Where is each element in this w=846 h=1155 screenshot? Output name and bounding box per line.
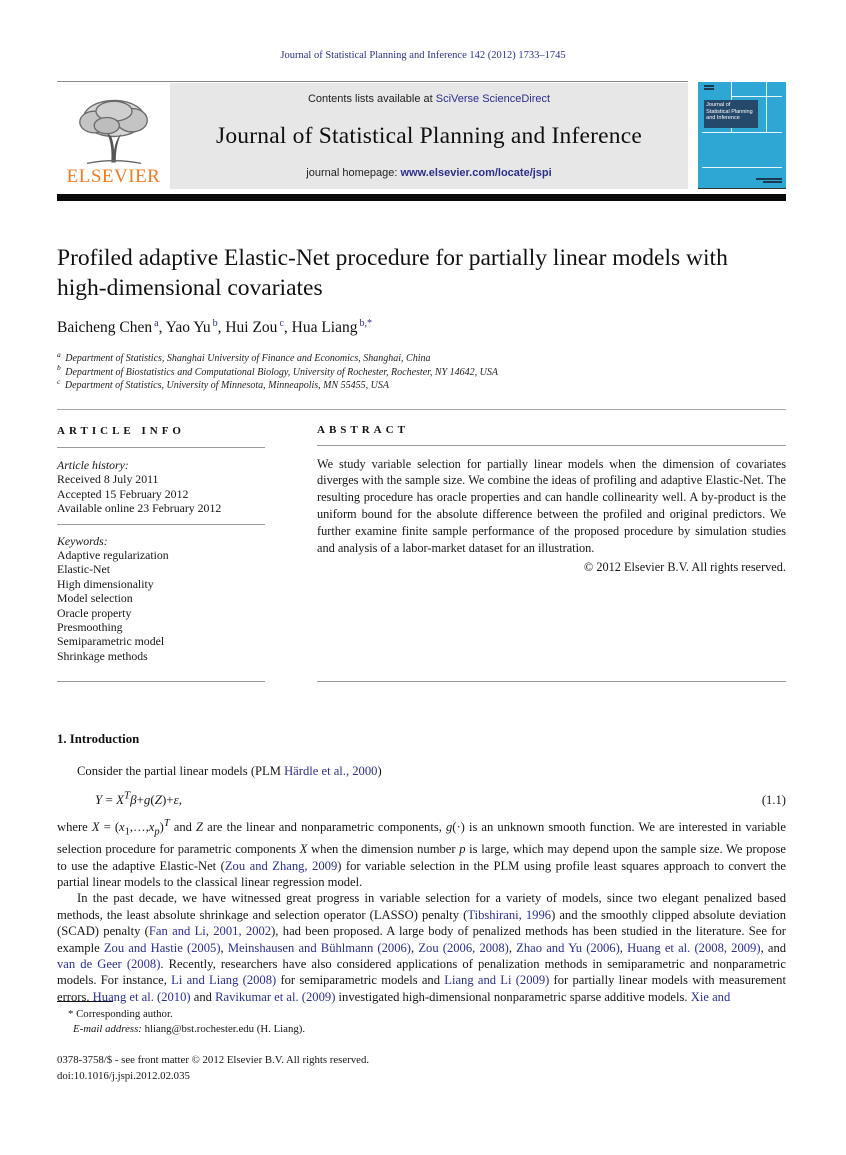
text-segment: when the dimension number [307,842,460,857]
affiliation-sup: b [57,363,61,373]
author-affiliation-sup[interactable]: a [154,317,159,329]
footnote-divider [57,1001,113,1002]
text-segment: (·) is an unknown smooth function. We are interested in variable selection procedure for parametric components [57,820,786,857]
equation-1-1 [95,789,183,808]
cover-sciencedirect-mark [756,178,782,183]
affiliation [57,376,786,393]
affiliation-text: Department of Statistics, Shanghai University of Finance and Economics, Shanghai, China [62,353,431,364]
journal-banner [170,83,688,189]
cover-title-line: and Inference [706,115,740,122]
keyword-items [57,548,265,663]
citation-link[interactable]: Zou and Hastie (2005) [103,940,221,955]
article-info-column [57,424,265,683]
keyword-item: Model selection [57,591,133,606]
text-segment: x [148,820,155,835]
article-history-item: Accepted 15 February 2012 [57,486,189,501]
author-name: Hui Zou [225,319,278,336]
citation-link[interactable]: Härdle et al., 2000 [284,764,378,779]
article-title: Profiled adaptive Elastic-Net procedure for partially linear models with high-dimensional covariates [57,245,728,301]
cover-grid-line [731,96,782,97]
citation-link[interactable]: Ravikumar et al. (2009) [215,989,336,1004]
cover-grid-line [702,167,783,168]
keyword-item: Shrinkage methods [57,648,148,663]
text-segment: , [508,940,517,955]
text-segment: g [143,792,151,808]
affiliation-list [57,349,786,393]
text-segment: β [130,792,137,808]
text-segment: for partially linear models with measurement errors. [57,973,786,1004]
article-history-item: Available online 23 February 2012 [57,501,222,516]
section-heading: 1. Introduction [57,732,140,747]
text-segment: ) and the smoothly clipped absolute deviation (SCAD) penalty ( [57,907,787,939]
text-segment: ,…, [129,820,149,835]
text-segment: . Recently, researchers have also considered applications of penalization methods in semiparametric and nonparametric models. For instance, [57,956,786,988]
author-affiliation-sup[interactable]: c [279,317,284,329]
keyword-item: Semiparametric model [57,634,165,649]
text-segment: Z [196,820,204,835]
article-history-block [57,448,265,525]
keyword-item: Presmoothing [57,619,123,634]
citation-link[interactable]: Fan and Li, 2001, 2002 [148,924,272,939]
text-segment: are the linear and nonparametric components, [203,820,446,835]
text-segment: + [136,792,144,808]
text-segment: In the past decade, we have witnessed great progress in variable selection for a variety of models, since two elegant penalized based methods, the least absolute shrinkage and selection operator (LASSO) penalty ( [57,891,786,922]
abstract-copyright: © 2012 Elsevier B.V. All rights reserved. [583,559,786,574]
text-segment: where [57,820,92,835]
affiliation-text: Department of Statistics, University of Minnesota, Minneapolis, MN 55455, USA [62,380,389,391]
citation-link[interactable]: Li and Liang (2008) [171,973,277,988]
email-label: E-mail address: [73,1023,142,1035]
author-name: Hua Liang [291,319,358,336]
citation-link[interactable]: Meinshausen and Bühlmann (2006) [227,940,412,955]
text-segment: p [459,842,466,857]
page-footer [57,1001,786,1084]
text-segment: for semiparametric models and [276,973,445,988]
text-segment: is large, which may depend upon the sample size. We propose to use the adaptive Elastic-Net ( [57,842,786,873]
text-segment: g [445,820,453,835]
citation-link[interactable]: Huang et al. (2008, 2009) [627,940,761,955]
header-divider [57,194,786,201]
text-segment: = ( [99,820,120,835]
abstract-heading: ABSTRACT [317,424,786,446]
author-name: Yao Yu [165,319,211,336]
homepage-line [174,167,684,179]
article-history-item: Received 8 July 2011 [57,472,159,487]
text-segment: X [91,820,100,835]
cover-issn-mark [704,85,714,91]
cover-grid-line [702,132,783,133]
affiliation [57,349,786,366]
sciverse-sciencedirect-link[interactable]: SciVerse ScienceDirect [435,93,551,105]
citation-link[interactable]: Zhao and Yu (2006) [516,940,620,955]
info-abstract-section [57,410,786,683]
corresponding-author-note: * Corresponding author. [68,1008,173,1020]
text-segment: , [178,792,183,808]
text-segment: ε [173,792,179,808]
text-segment: , and [760,940,787,955]
citation-link[interactable]: Tibshirani, 1996 [467,907,552,922]
text-segment: ), had been proposed. A large body of penalized methods has been studied in the literature. See for example [57,924,786,955]
keywords-block [57,525,265,664]
text-segment: and [169,820,197,835]
author-list: Baicheng Chen $^a$, Yao Yu $^b$, Hui Zou $^c$, Hua Liang $^{b,*}$ [57,317,372,336]
keywords-label: Keywords: [57,533,108,548]
text-segment: , [220,940,228,955]
abstract-text: We study variable selection for partially linear models when the dimension of covariates diverges with the sample size. We combine the ideas of profiling and adaptive Elastic-Net. The resulting procedure has oracle properties and can handle collinearity well. A by-product is the uniform bound for the absolute difference between the profiled and original predictors. We further examine finite sample performance of the proposed procedure by simulation studies and analysis of a labor-market dataset for an illustration. [317,456,786,556]
masthead [57,81,786,188]
article-history-items [57,472,265,515]
text-segment: , [619,940,628,955]
keyword-item: Elastic-Net [57,562,111,577]
article-info-heading: ARTICLE INFO [57,424,265,448]
text-segment: )+ [161,792,174,808]
introduction-section [57,732,786,1005]
cover-title-line: Statistical Planning [706,108,753,115]
cover-grid-line [766,96,767,132]
journal-cover-thumbnail[interactable] [698,82,786,188]
author-name: Baicheng Chen [57,319,153,336]
text-segment: Z [154,792,162,808]
text-segment: T [163,818,170,829]
affiliation [57,363,786,380]
cover-grid-line [766,82,767,96]
text-segment: , [411,940,419,955]
text-segment: ( [150,792,155,808]
citation-link[interactable]: Liang and Li (2009) [444,973,550,988]
email-suffix: (H. Liang). [254,1023,306,1035]
elsevier-tree-icon [68,95,160,167]
text-segment: ) [159,820,164,835]
equation-number: (1.1) [761,793,786,808]
email-address-link[interactable]: hliang@bst.rochester.edu [144,1023,255,1035]
equation-row [57,789,786,808]
cover-title [704,100,758,128]
text-segment: Y [95,792,103,808]
email-line [57,1022,786,1037]
affiliation-sup: c [57,376,61,386]
text-segment: X [299,842,308,857]
elsevier-logo [57,82,170,189]
text-segment: ) [377,764,382,779]
citation-link[interactable]: Huang et al. (2010) [92,989,191,1004]
citation-link[interactable]: Zou and Zhang, 2009 [224,858,338,873]
issn-copyright-line: 0378-3758/$ - see front matter © 2012 Elsevier B.V. All rights reserved. [57,1054,370,1066]
homepage-prefix: journal homepage: [306,167,401,179]
doi-line: doi:10.1016/j.jspi.2012.02.035 [57,1070,190,1082]
journal-homepage-link[interactable]: www.elsevier.com/locate/jspi [400,167,552,179]
keyword-item: High dimensionality [57,576,154,591]
elsevier-wordmark: ELSEVIER [66,166,161,187]
running-head-citation: Journal of Statistical Planning and Inference 142 (2012) 1733–1745 [280,50,566,61]
citation-link[interactable]: Zou (2006, 2008) [418,940,509,955]
keyword-item: Oracle property [57,605,132,620]
text-segment: p [154,826,160,838]
text-segment: ) for variable selection in the PLM using profile least squares approach to convert the partial linear models to the classical linear regression model. [57,858,786,889]
citation-link[interactable]: Xie and [690,989,731,1004]
keyword-item: Adaptive regularization [57,547,169,562]
text-segment: investigated high-dimensional nonparametric sparse additive models. [335,989,691,1004]
cover-title-line: Journal of [706,102,731,109]
intro-lead-line [57,764,786,779]
author-affiliation-sup[interactable]: b,* [359,317,372,329]
text-segment: T [124,789,131,802]
author-affiliation-sup[interactable]: b [212,317,218,329]
masthead-left [57,81,688,189]
contents-line [174,93,684,105]
text-segment: X [116,792,125,808]
affiliation-sup: a [57,349,61,359]
citation-link[interactable]: van de Geer (2008) [57,956,161,971]
article-history-label: Article history: [57,457,129,472]
intro-paragraph-1 [57,819,786,890]
abstract-column [317,424,786,683]
text-segment: Consider the partial linear models (PLM [77,764,285,779]
contents-prefix: Contents lists available at [307,93,436,105]
intro-paragraph-2 [57,890,786,1005]
text-segment: x [119,820,125,835]
affiliation-text: Department of Biostatistics and Computational Biology, University of Rochester, Rochester, NY 14642, USA [62,366,498,378]
text-segment: = [102,792,117,808]
text-segment: and [190,989,216,1004]
text-segment: 1 [124,826,130,838]
journal-banner-title: Journal of Statistical Planning and Inference [216,122,642,149]
